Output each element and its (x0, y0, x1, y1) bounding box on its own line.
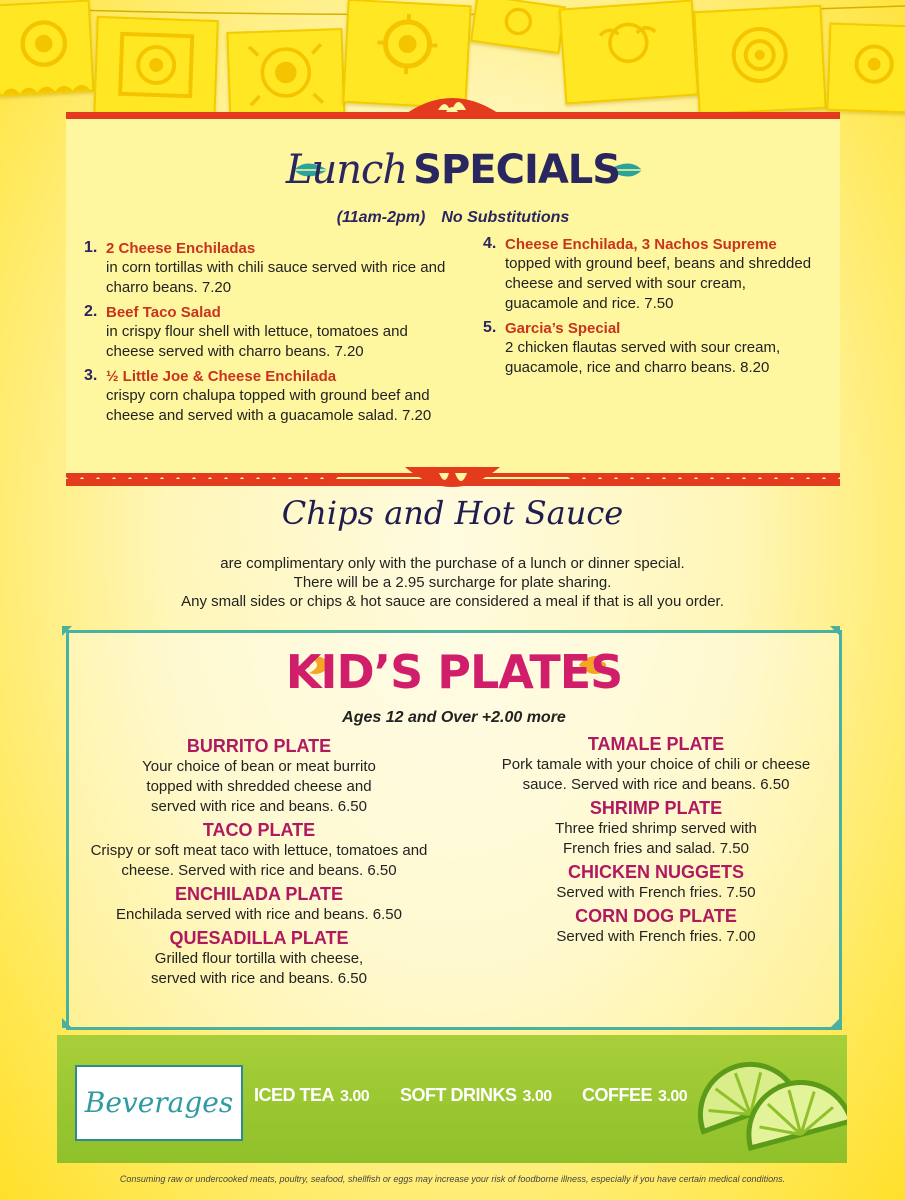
banner-flag (693, 5, 826, 116)
kids-item-desc: Pork tamale with your choice of chili or cheese sauce. Served with rice and beans. 6.50 (501, 756, 811, 793)
chips-line: There will be a 2.95 surcharge for plate sharing. (293, 574, 612, 591)
corner-arrow-icon (828, 1016, 842, 1030)
beverage-price: 3.00 (658, 1088, 688, 1105)
beverage-name: COFFEE (582, 1085, 653, 1105)
lunch-title (66, 147, 840, 193)
beverage-item (400, 1085, 552, 1106)
banner-flag (559, 0, 699, 105)
lunch-item (483, 319, 823, 378)
kids-item (79, 819, 439, 881)
lunch-specials-panel (66, 112, 840, 486)
kids-item-name: BURRITO PLATE (186, 736, 332, 756)
lunch-title-script: Lunch (285, 147, 408, 193)
kids-item (481, 797, 831, 859)
lunch-left-column (84, 239, 454, 431)
kids-item-desc: Three fried shrimp served with French fries and salad. 7.50 (555, 820, 757, 857)
lunch-item (84, 303, 454, 362)
lime-slices-icon (687, 1035, 847, 1163)
lunch-item (84, 367, 454, 426)
lunch-item-number: 5. (483, 319, 497, 336)
kids-right-column (481, 733, 831, 949)
lunch-item-name: ½ Little Joe & Cheese Enchilada (106, 368, 337, 385)
kids-item-desc: Enchilada served with rice and beans. 6.50 (115, 906, 402, 923)
kids-item (79, 883, 439, 925)
lunch-item-desc: crispy corn chalupa topped with ground beef and cheese and served with a guacamole salad. 7.20 (106, 387, 432, 424)
beverage-item (254, 1085, 369, 1106)
kids-item-desc: Your choice of bean or meat burrito topped with shredded cheese and served with rice and beans. 6.50 (142, 758, 376, 815)
kids-item (481, 905, 831, 947)
kids-item-desc: Crispy or soft meat taco with lettuce, tomatoes and cheese. Served with rice and beans. 6.50 (90, 842, 428, 879)
lunch-subtitle (66, 209, 840, 227)
lunch-item-desc: in crispy flour shell with lettuce, tomatoes and cheese served with charro beans. 7.20 (106, 323, 408, 360)
kids-item-desc: Grilled flour tortilla with cheese, served with rice and beans. 6.50 (151, 950, 367, 987)
corner-arrow-icon (60, 1016, 74, 1030)
lunch-item-desc: topped with ground beef, beans and shredded cheese and served with sour cream, guacamole and rice. 7.50 (505, 255, 812, 312)
kids-subtitle: Ages 12 and Over +2.00 more (342, 709, 566, 726)
banner-flag (470, 0, 566, 54)
kids-title-row (69, 645, 839, 699)
kids-item-name: CORN DOG PLATE (575, 906, 737, 926)
kids-item-name: TAMALE PLATE (587, 734, 725, 754)
kids-item-desc: Served with French fries. 7.50 (556, 884, 756, 901)
kids-plates-box (66, 630, 842, 1030)
banner-flag (826, 23, 905, 114)
kids-item-name: CHICKEN NUGGETS (567, 862, 744, 882)
kids-title: KID’S PLATES (285, 645, 623, 699)
beverages-label: Beverages (75, 1065, 243, 1141)
lunch-title-bold: SPECIALS (413, 147, 621, 193)
lunch-item-desc: in corn tortillas with chili sauce served with rice and charro beans. 7.20 (106, 259, 446, 296)
lunch-item-name: Garcia’s Special (505, 320, 621, 337)
banner-flag (0, 0, 94, 96)
kids-item-name: TACO PLATE (202, 820, 316, 840)
beverage-price: 3.00 (522, 1088, 552, 1105)
chips-line: are complimentary only with the purchase of a lunch or dinner special. (220, 555, 685, 572)
kids-item-desc: Served with French fries. 7.00 (556, 928, 756, 945)
lunch-item-number: 3. (84, 367, 98, 384)
kids-item (481, 733, 831, 795)
lunch-item (483, 235, 823, 314)
kids-item-name: SHRIMP PLATE (589, 798, 723, 818)
beverage-name: SOFT DRINKS (400, 1085, 517, 1105)
lunch-item-name: Beef Taco Salad (106, 304, 221, 321)
beverage-item (582, 1085, 687, 1106)
kids-item-name: ENCHILADA PLATE (175, 884, 343, 904)
lunch-right-column (483, 235, 823, 383)
kids-item (79, 927, 439, 989)
lunch-item-name: 2 Cheese Enchiladas (106, 240, 256, 257)
kids-item (481, 861, 831, 903)
lunch-item-number: 1. (84, 239, 98, 256)
kids-left-column (79, 735, 439, 991)
corner-arrow-icon (60, 624, 74, 638)
kids-item (79, 735, 439, 817)
food-safety-disclaimer: Consuming raw or undercooked meats, poultry, seafood, shellfish or eggs may increase your risk of foodborne illness, especially if you have certain medical conditions. (119, 1174, 786, 1184)
kids-item-name: QUESADILLA PLATE (169, 928, 349, 948)
lunch-item-desc: 2 chicken flautas served with sour cream, guacamole, rice and charro beans. 8.20 (505, 339, 781, 376)
lunch-item-name: Cheese Enchilada, 3 Nachos Supreme (505, 236, 777, 253)
banner-flag (93, 16, 219, 124)
chips-line: Any small sides or chips & hot sauce are considered a meal if that is all you order. (181, 593, 724, 610)
lunch-item-number: 4. (483, 235, 497, 252)
lunch-hours: (11am-2pm) (336, 209, 426, 226)
lunch-item (84, 239, 454, 298)
lunch-note: No Substitutions (441, 209, 570, 226)
lunch-item-number: 2. (84, 303, 98, 320)
beverages-bar (57, 1035, 847, 1163)
lunch-bottom-ornament (405, 467, 500, 497)
beverage-name: ICED TEA (254, 1085, 335, 1105)
chips-title: Chips and Hot Sauce (281, 494, 624, 532)
beverage-price: 3.00 (340, 1088, 370, 1105)
corner-arrow-icon (828, 624, 842, 638)
